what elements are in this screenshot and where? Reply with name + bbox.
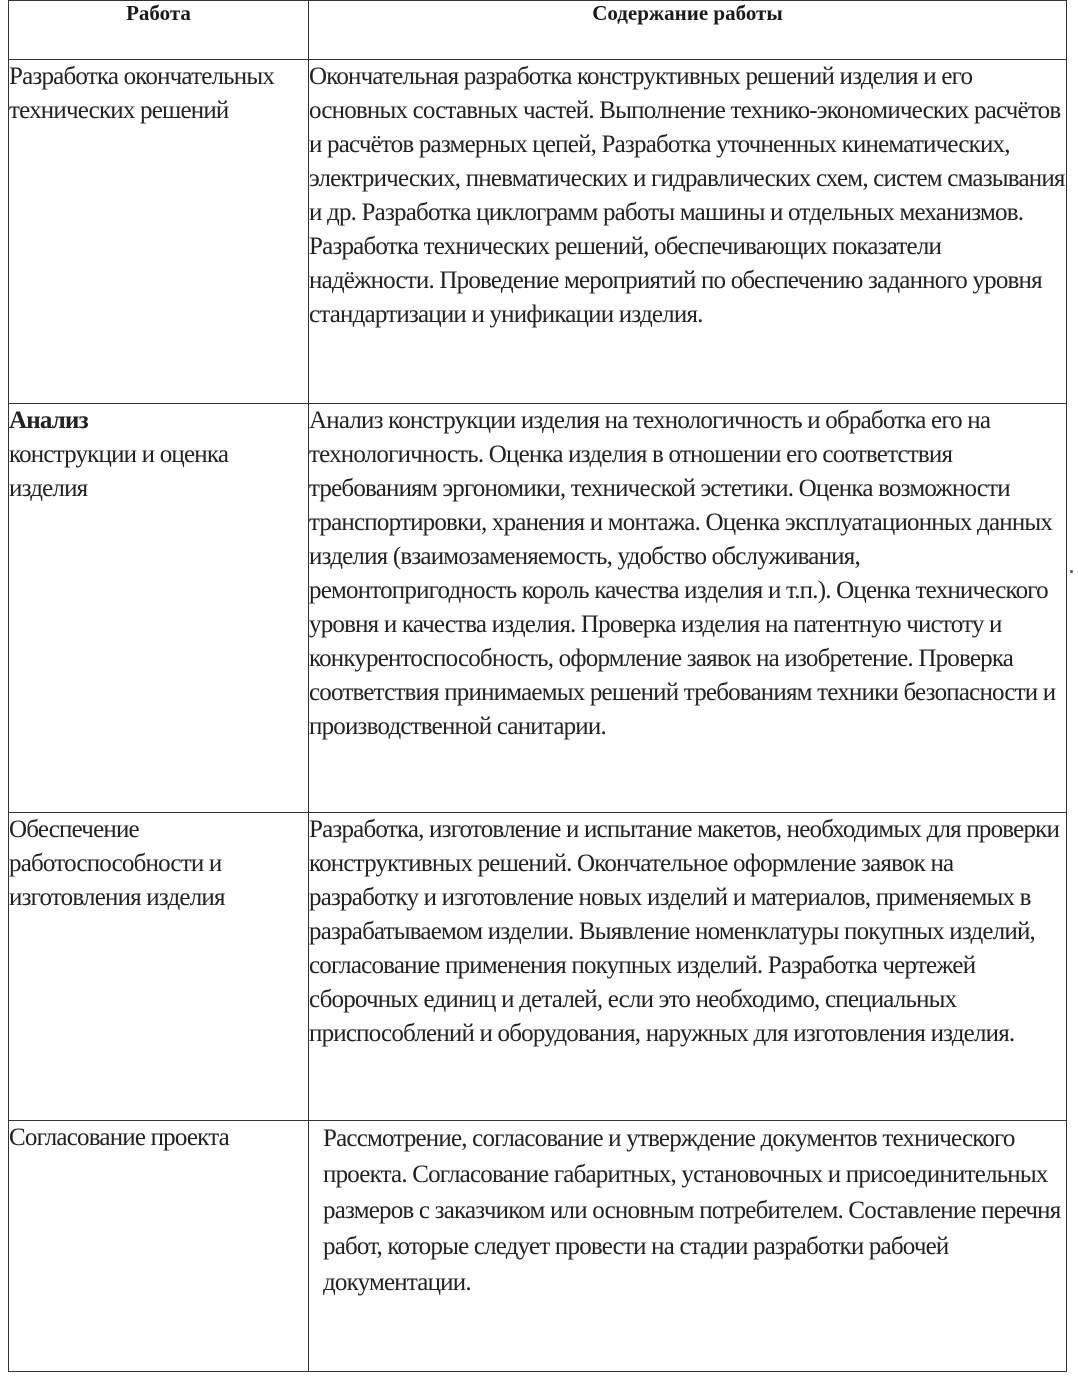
row-content-cell <box>309 60 1067 404</box>
row-work-cell <box>9 60 309 404</box>
row-content-cell <box>309 404 1067 813</box>
work-content-table <box>8 0 1067 1372</box>
work-text-bold: Анализ <box>9 407 88 434</box>
scan-speck <box>1070 570 1073 573</box>
table-row <box>9 404 1067 813</box>
row-work-cell <box>9 404 309 813</box>
row-content-cell <box>309 813 1067 1121</box>
content-text: Окончательная разработка конструктивных решений изделия и его основных составных частей. Выполнение технико-экономических расчётов и расчётов размерных цепей, Разработка уточненных кинематических, электрических, пневматических и гидравлических схем, систем смазывания и др. Разработка циклограмм работы машины и отдельных механизмов. Разработка технических решений, обеспечивающих показатели надёжности. Проведение мероприятий по обеспечению заданного уровня стандартизации и унификации изделия. <box>309 63 1065 328</box>
row-content-cell <box>309 1121 1067 1372</box>
content-text: Анализ конструкции изделия на технологичность и обработка его на технологичность. Оценка изделия в отношении его соответствия требованиям эргономики, технической эстетики. Оценка возможности транспортировки, хранения и монтажа. Оценка эксплуатационных данных изделия (взаимозаменяемость, удобство обслуживания, ремонтопригодность король качества изделия и т.п.). Оценка технического уровня и качества изделия. Проверка изделия на патентную чистоту и конкурентоспособность, оформление заявок на изобретение. Проверка соответствия принимаемых решений требованиям техники безопасности и производственной санитарии. <box>309 407 1056 740</box>
table-row <box>9 60 1067 404</box>
table-row <box>9 813 1067 1121</box>
header-work: Работа <box>9 1 309 60</box>
work-text: Согласование проекта <box>9 1124 229 1151</box>
table-header-row <box>9 1 1067 60</box>
row-work-cell <box>9 813 309 1121</box>
header-content: Содержание работы <box>309 1 1067 60</box>
work-text: Разработка окончательных технических решений <box>9 63 275 124</box>
content-text: Рассмотрение, согласование и утверждение документов технического проекта. Согласование габаритных, установочных и присоединительных размеров с заказчиком или основным потребителем. Составление перечня работ, которые следует провести на стадии разработки рабочей документации. <box>323 1125 1061 1296</box>
content-text: Разработка, изготовление и испытание макетов, необходимых для проверки конструктивных решений. Окончательное оформление заявок на разработку и изготовление новых изделий и материалов, применяемых в разрабатываемом изделии. Выявление номенклатуры покупных изделий, согласование применения покупных изделий. Разработка чертежей сборочных единиц и деталей, если это необходимо, специальных приспособлений и оборудования, наружных для изготовления изделия. <box>309 816 1060 1047</box>
work-text: Обеспечение работоспособности и изготовления изделия <box>9 816 225 911</box>
table-row <box>9 1121 1067 1372</box>
row-work-cell <box>9 1121 309 1372</box>
work-text: конструкции и оценка изделия <box>9 441 229 502</box>
